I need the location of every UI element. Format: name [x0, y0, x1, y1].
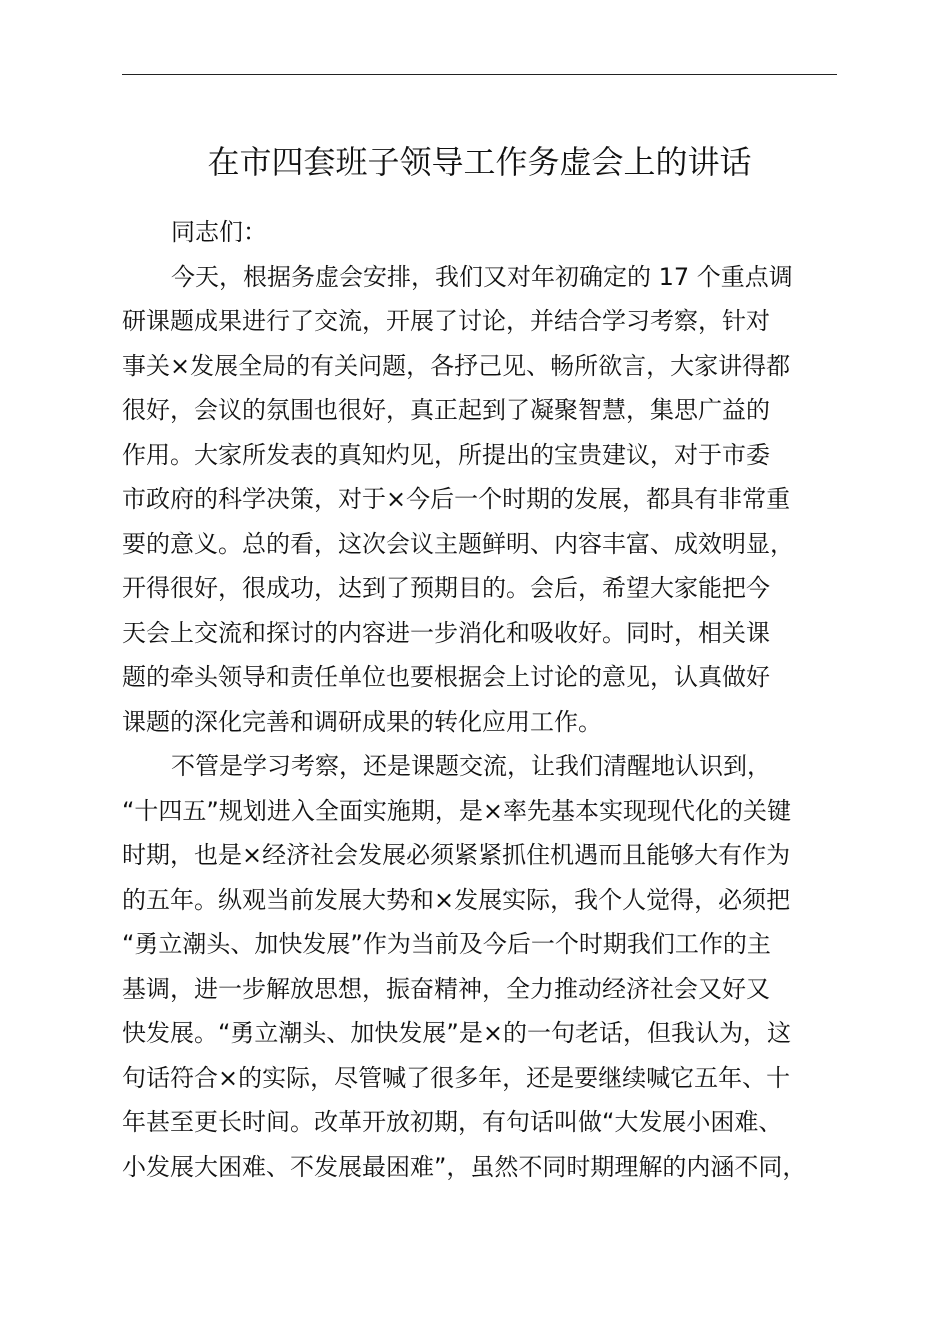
salutation-line: 同志们：: [171, 218, 267, 246]
salutation: [122, 210, 837, 255]
paragraph-line: 不管是学习考察，还是课题交流，让我们清醒地认识到，: [171, 752, 771, 780]
paragraph-line: 很好，会议的氛围也很好，真正起到了凝聚智慧，集思广益的: [122, 396, 770, 424]
paragraph-line: 研课题成果进行了交流，开展了讨论，并结合学习考察，针对: [122, 307, 770, 335]
paragraph-line: 的五年。纵观当前发展大势和×发展实际，我个人觉得，必须把: [122, 885, 791, 914]
paragraph-line: 事关×发展全局的有关问题，各抒己见、畅所欲言，大家讲得都: [122, 351, 791, 380]
paragraph-2: [122, 744, 837, 1189]
paragraph-1: [122, 255, 837, 745]
paragraph-line: “十四五”规划进入全面实施期，是×率先基本实现现代化的关键: [122, 796, 791, 825]
paragraph-line: 作用。大家所发表的真知灼见，所提出的宝贵建议，对于市委: [122, 440, 770, 469]
paragraph-line: 课题的深化完善和调研成果的转化应用工作。: [122, 707, 602, 736]
paragraph-line: 要的意义。总的看，这次会议主题鲜明、内容丰富、成效明显，: [122, 529, 794, 558]
paragraph-line: 快发展。“勇立潮头、加快发展”是×的一句老话，但我认为，这: [122, 1019, 791, 1047]
header-rule: [122, 74, 837, 75]
paragraph-line: 今天，根据务虚会安排，我们又对年初确定的 17 个重点调: [171, 262, 793, 291]
paragraph-line: 年甚至更长时间。改革开放初期，有句话叫做“大发展小困难、: [122, 1108, 783, 1136]
paragraph-line: 市政府的科学决策，对于×今后一个时期的发展，都具有非常重: [122, 485, 791, 513]
paragraph-line: 题的牵头领导和责任单位也要根据会上讨论的意见，认真做好: [122, 663, 770, 691]
paragraph-line: 时期，也是×经济社会发展必须紧紧抓住机遇而且能够大有作为: [122, 841, 791, 869]
document-title: 在市四套班子领导工作务虚会上的讲话: [207, 143, 752, 181]
paragraph-line: 句话符合×的实际，尽管喊了很多年，还是要继续喊它五年、十: [122, 1063, 791, 1092]
paragraph-line: 基调，进一步解放思想，振奋精神，全力推动经济社会又好又: [122, 974, 770, 1003]
paragraph-line: 小发展大困难、不发展最困难”，虽然不同时期理解的内涵不同，: [122, 1152, 807, 1181]
paragraph-line: 天会上交流和探讨的内容进一步消化和吸收好。同时，相关课: [122, 618, 770, 647]
paragraph-line: “勇立潮头、加快发展”作为当前及今后一个时期我们工作的主: [122, 930, 771, 958]
paragraph-line: 开得很好，很成功，达到了预期目的。会后，希望大家能把今: [122, 574, 770, 602]
document-body: [122, 210, 837, 1189]
